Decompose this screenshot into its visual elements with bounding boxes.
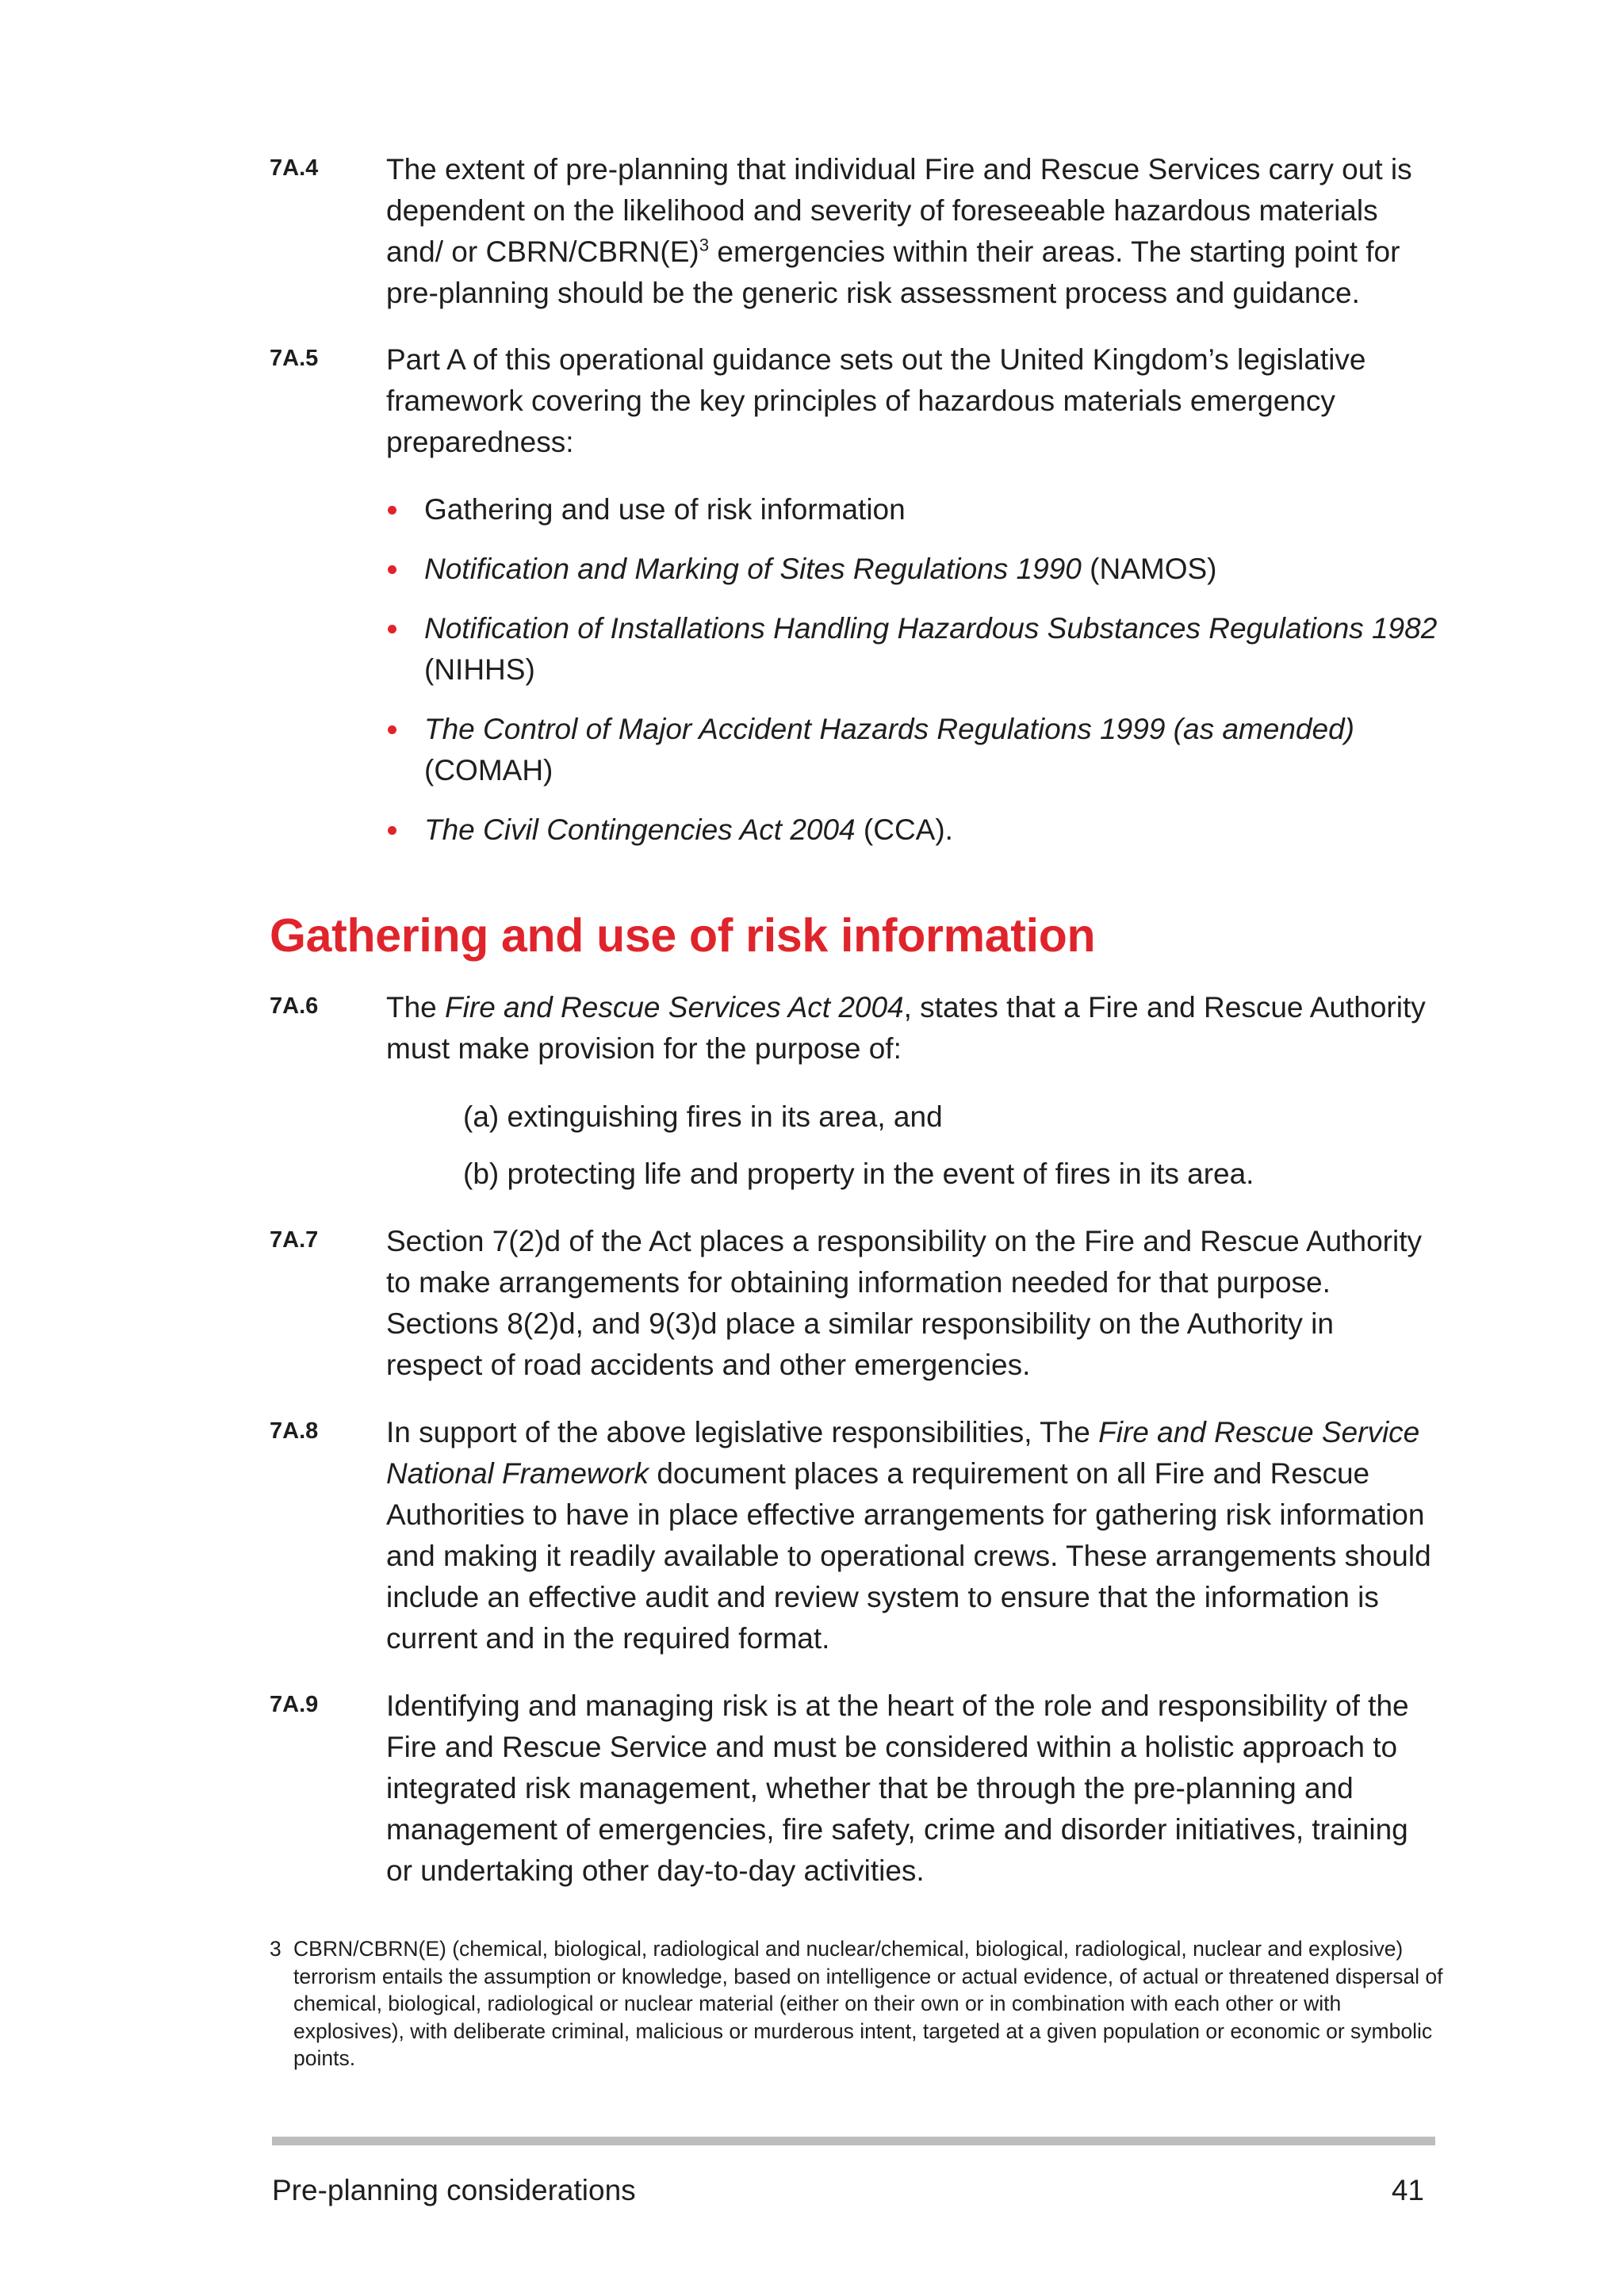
paragraph-number: 7A.6 — [270, 993, 319, 1019]
footer-section-title: Pre-planning considerations — [272, 2174, 636, 2206]
paragraph-number: 7A.7 — [270, 1227, 319, 1253]
page-number: 41 — [1391, 2174, 1424, 2206]
paragraph-text: The Fire and Rescue Services Act 2004, states that a Fire and Rescue Authority must make provision for the purpose of: — [386, 991, 1426, 1065]
paragraph-text: Identifying and managing risk is at the heart of the role and responsibility of the Fire and Rescue Service and must be considered within a holistic approach to integrated risk management, whether that be through the pre-planning and management of emergencies, fire safety, crime and disorder initiatives, training or undertaking other day-to-day activities. — [386, 1689, 1409, 1887]
bullet-icon — [388, 725, 396, 734]
paragraph-7a5 — [270, 339, 1435, 463]
list-item: Notification and Marking of Sites Regulations 1990 (NAMOS) — [386, 549, 1441, 590]
footnote-text: CBRN/CBRN(E) (chemical, biological, radiological and nuclear/chemical, biological, radiological, nuclear and explosive) terrorism entails the assumption or knowledge, based on intelligence or actual evidence, of actual or threatened dispersal of chemical, biological, radiological or nuclear material (either on their own or in combination with each other or with explosives), with deliberate criminal, malicious or murderous intent, targeted at a given population or economic or symbolic points. — [293, 1937, 1443, 2070]
paragraph-text: In support of the above legislative responsibilities, The Fire and Rescue Service National Framework document places a requirement on all Fire and Rescue Authorities to have in place effective arrangements for gathering risk information and making it readily available to operational crews. These arrangements should include an effective audit and review system to ensure that the information is current and in the required format. — [386, 1416, 1431, 1655]
paragraph-7a4 — [270, 149, 1435, 314]
bullet-icon — [388, 826, 396, 835]
list-item: The Civil Contingencies Act 2004 (CCA). — [386, 809, 1441, 851]
sub-item-b: (b) protecting life and property in the event of fires in its area. — [463, 1158, 1254, 1190]
paragraph-text: Part A of this operational guidance sets out the United Kingdom’s legislative framework covering the key principles of hazardous materials emergency preparedness: — [386, 343, 1366, 458]
paragraph-number: 7A.8 — [270, 1418, 319, 1444]
paragraph-number: 7A.4 — [270, 155, 319, 181]
paragraph-number: 7A.9 — [270, 1692, 319, 1717]
paragraph-7a6 — [270, 987, 1435, 1070]
paragraph-text: Section 7(2)d of the Act places a responsibility on the Fire and Rescue Authority to make arrangements for obtaining information needed for that purpose. Sections 8(2)d, and 9(3)d place a similar responsibility on the Authority in respect of road accidents and other emergencies. — [386, 1225, 1423, 1381]
bullet-icon — [388, 565, 396, 574]
paragraph-7a8 — [270, 1412, 1435, 1659]
list-item: The Control of Major Accident Hazards Regulations 1999 (as amended) (COMAH) — [386, 709, 1441, 791]
paragraph-number: 7A.5 — [270, 346, 319, 371]
list-item: Notification of Installations Handling Hazardous Substances Regulations 1982 (NIHHS) — [386, 608, 1441, 691]
sub-item-a: (a) extinguishing fires in its area, and — [463, 1100, 943, 1133]
section-heading: Gathering and use of risk information — [270, 909, 1096, 962]
bullet-icon — [388, 506, 396, 515]
footnote-number: 3 — [270, 1937, 282, 1961]
bullet-icon — [388, 625, 396, 633]
footnote-reference[interactable]: 3 — [699, 235, 710, 255]
paragraph-7a9 — [270, 1686, 1435, 1892]
paragraph-7a7 — [270, 1221, 1435, 1386]
list-item: Gathering and use of risk information — [386, 489, 1441, 530]
legislation-list — [386, 489, 1441, 851]
footer-divider — [272, 2137, 1435, 2145]
footnote — [270, 1935, 1443, 2072]
paragraph-text: The extent of pre-planning that individual Fire and Rescue Services carry out is dependent on the likelihood and severity of foreseeable hazardous materials and/ or CBRN/$CBRN(E)^3$ emergencies within their areas. The starting point for pre-planning should be the generic risk assessment process and guidance. — [386, 153, 1412, 309]
